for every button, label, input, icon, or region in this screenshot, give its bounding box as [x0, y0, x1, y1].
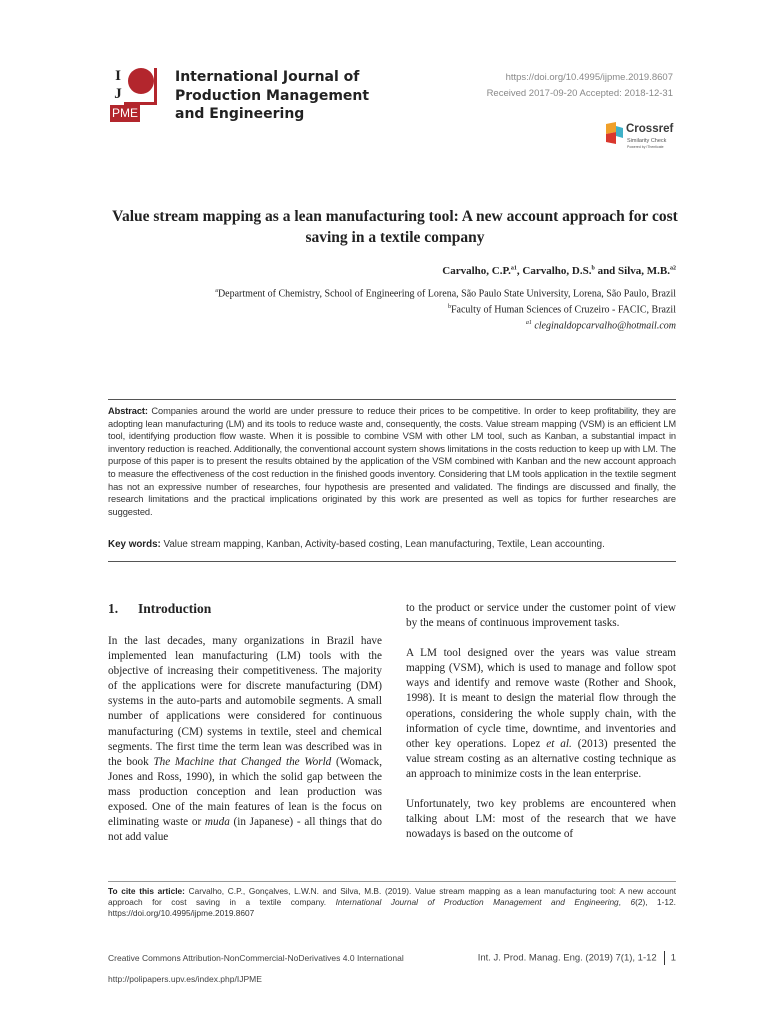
intro-paragraph-1 — [108, 634, 382, 845]
citation-text-3: (2), 1-12. https://doi.org/10.4995/ijpme.2019.8607 — [108, 897, 676, 918]
email-address[interactable]: cleginaldopcarvalho@hotmail.com — [534, 320, 676, 332]
author-2-sup: b — [591, 265, 595, 272]
section-title: Introduction — [138, 601, 212, 616]
intro-left-column — [108, 634, 382, 845]
citation-rule — [108, 881, 676, 882]
citation-text-1: Carvalho, C.P., Gonçalves, L.W.N. and Silva, M.B. (2019). Value stream mapping as a lean manufacturing tool: A new account approach for cost saving in a textile company. — [108, 886, 676, 907]
logo-letter-j: J — [114, 86, 122, 102]
journal-name: International Journal of Production Management and Engineering — [175, 69, 370, 122]
keywords — [108, 539, 676, 550]
abstract — [108, 405, 676, 518]
abstract-label: Abstract: — [108, 406, 148, 416]
intro-text-1: In the last decades, many organizations in Brazil have implemented lean manufacturing (LM) tools with the objective of increasing their competitiveness. The majority of the applications were for discrete manufacturing (DM) systems in the auto-parts and automobile segments. A small number of applications were considered for continuous manufacturing (CM) systems in textile, steel and chemical segments. The first time the term lean was described was in the book — [108, 635, 382, 768]
intro-paragraph-1-cont: to the product or service under the customer point of view by the means of continuous improvement tasks. — [406, 602, 676, 630]
intro-right-column — [406, 601, 676, 842]
keywords-text: Value stream mapping, Kanban, Activity-based costing, Lean manufacturing, Textile, Lean accounting. — [163, 539, 605, 550]
article-title: Value stream mapping as a lean manufacturing tool: A new account approach for cost saving in a textile company — [112, 208, 678, 246]
authors — [442, 265, 676, 277]
author-2: , Carvalho, D.S. — [516, 265, 592, 277]
section-number: 1. — [108, 601, 119, 616]
crossref-badge[interactable] — [604, 122, 684, 152]
citation-volume: 6 — [630, 897, 636, 907]
crossref-powered: Powered by iThenticate — [627, 145, 664, 149]
license-text[interactable]: Creative Commons Attribution-NonCommercial-NoDerivatives 4.0 International — [108, 953, 404, 963]
affiliation-a — [215, 288, 676, 299]
affiliation-b-sup: b — [447, 304, 451, 310]
journal-url[interactable]: http://polipapers.upv.es/index.php/IJPME — [108, 974, 262, 984]
author-3: and Silva, M.B. — [594, 265, 670, 277]
footer-separator — [664, 951, 665, 965]
journal-reference: Int. J. Prod. Manag. Eng. (2019) 7(1), 1-12 — [477, 952, 657, 964]
email-sup: a1 — [525, 320, 532, 326]
crossref-icon — [604, 122, 624, 146]
author-1: Carvalho, C.P. — [442, 265, 511, 277]
crossref-name: Crossref — [626, 123, 674, 135]
abstract-text: Companies around the world are under pressure to reduce their prices to be competitive. In order to keep profitability, they are adopting lean manufacturing (LM) and its tools to reduce waste and, consequently, the costs. Value stream mapping (VSM) is an efficient LM tool, identifying production flow waste. When it is possible to combine VSM with other LM tool, such as Kanban, a substantial impact in inventory reduction is reached. Additionally, the conventional account system shows limitations in the costs reduction to keep up with LM. The purpose of this paper is to present the results obtained by the application of the VSM combined with Kanban and the new account approach to measure the effectiveness of the cost reduction in the finished goods inventory. Considering that LM tools application in the textile segment has not an expressive number of researches, four hypothesis are presented and validated. The findings are discussed and finally, the research limitations and the practical implications originated by this work are presented as well as topics for further researches are suggested. — [108, 406, 676, 517]
author-1-sup: a1 — [510, 265, 517, 272]
corresponding-email — [526, 320, 676, 331]
keywords-label: Key words: — [108, 539, 161, 550]
logo-letters — [112, 68, 124, 102]
page-number: 1 — [670, 952, 676, 964]
section-heading — [108, 601, 211, 617]
author-3-sup: a2 — [670, 265, 676, 272]
logo-letter-i: I — [115, 68, 121, 84]
abstract-top-rule — [108, 399, 676, 400]
doi-block — [487, 70, 673, 102]
intro-text-3: (in Japanese) - all things that do not add value — [108, 816, 382, 844]
footer-journal-ref — [470, 951, 676, 965]
intro-paragraph-3: Unfortunately, two key problems are encountered when talking about LM: most of the research that we have nowadays is based on the outcome of — [406, 798, 676, 841]
logo-bar-vertical — [154, 68, 157, 102]
citation-text-2: , — [618, 897, 631, 907]
intro-paragraph-2 — [406, 646, 676, 782]
journal-logo — [110, 68, 162, 120]
intro-text-2: (Womack, Jones and Ross, 1990), in which the solid gap between the mass production conception and lean production was exposed. One of the main features of lean is the focus on eliminating waste or — [108, 755, 382, 829]
affiliation-b — [448, 304, 676, 315]
logo-circle — [128, 68, 154, 94]
doi-link[interactable]: https://doi.org/10.4995/ijpme.2019.8607 — [505, 72, 673, 83]
abstract-bottom-rule — [108, 561, 676, 562]
book-title: The Machine that Changed the World — [153, 755, 332, 768]
crossref-sub — [627, 138, 666, 150]
muda-term: muda — [204, 816, 230, 829]
intro-p2-text-a: A LM tool designed over the years was value stream mapping (VSM), which is used to manage and follow spot ways and identify and remove waste (Rother and Shook, 1998). It is meant to design the material flow through the operations, considering the whole supply chain, with the information of cycle time, downtime, and inventories and other key operations. Lopez — [406, 647, 676, 750]
citation-label: To cite this article: — [108, 886, 185, 896]
affiliation-b-text: Faculty of Human Sciences of Cruzeiro - FACIC, Brazil — [450, 304, 676, 316]
et-al: et al. — [546, 737, 572, 750]
intro-p2-text-b: (2013) presented the value stream costing as an alternative costing technique as an approach to minimize costs in the lean enterprise. — [406, 737, 677, 780]
citation-journal: International Journal of Production Management and Engineering — [335, 897, 619, 907]
received-accepted-dates: Received 2017-09-20 Accepted: 2018-12-31 — [486, 88, 673, 99]
crossref-similarity: Similarity Check — [627, 138, 667, 144]
logo-pme: PME — [112, 106, 139, 120]
affiliation-a-sup: a — [215, 288, 218, 294]
affiliation-a-text: Department of Chemistry, School of Engineering of Lorena, São Paulo State University, Lorena, São Paulo, Brazil — [217, 288, 676, 300]
citation — [108, 886, 676, 919]
